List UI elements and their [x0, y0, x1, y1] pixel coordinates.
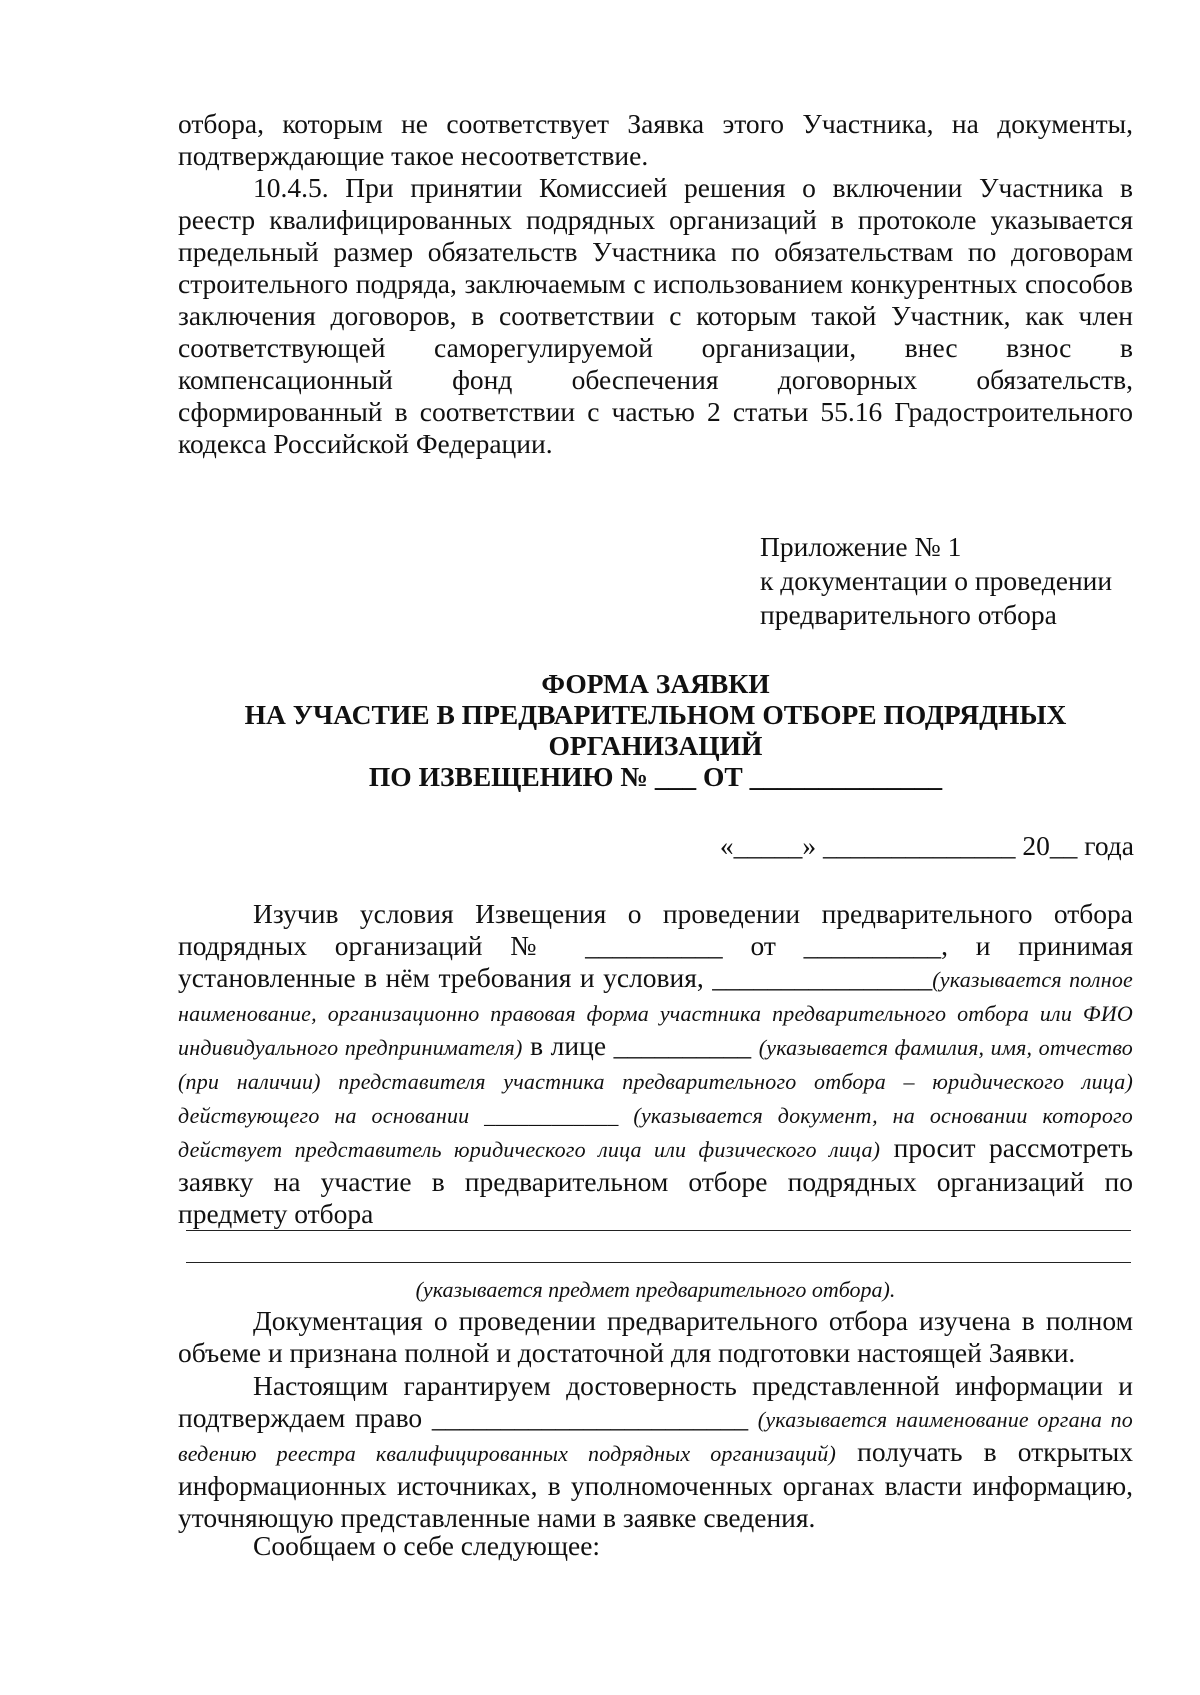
heading-line-1: ФОРМА ЗАЯВКИ: [541, 668, 770, 699]
application-statement: [178, 898, 1133, 1230]
heading-line-4: ПО ИЗВЕЩЕНИЮ № ___ ОТ ______________: [368, 761, 943, 792]
appendix-reference: [760, 530, 1112, 632]
date-line: «_____» ______________ 20__ года: [719, 830, 1134, 861]
blank-line-2: [186, 1262, 1131, 1263]
guarantee-part-2: получать в открытых информационных источниках, в уполномоченных органах власти информацию, уточняющую представленные нами в заявке сведения.: [178, 1436, 1133, 1533]
statement-note-1: (указывается полное наименование, организационно правовая форма участника предварительного отбора или ФИО индивидуального предпринимателя): [178, 967, 1133, 1060]
guarantee-part-1: Настоящим гарантируем достоверность представленной информации и подтверждаем право _______________________: [178, 1370, 1133, 1433]
guarantee-note: (указывается наименование органа по ведению реестра квалифицированных подрядных организаций): [178, 1407, 1133, 1466]
subject-caption: (указывается предмет предварительного отбора).: [415, 1277, 896, 1302]
paragraph-continuation: отбора, которым не соответствует Заявка этого Участника, на документы, подтверждающие такое несоответствие.: [178, 108, 1133, 171]
appendix-line-2: к документации о проведении: [760, 565, 1113, 596]
paragraph-guarantee: [178, 1370, 1133, 1534]
heading-line-2: НА УЧАСТИЕ В ПРЕДВАРИТЕЛЬНОМ ОТБОРЕ ПОДРЯДНЫХ: [244, 699, 1067, 730]
paragraph-about-us: Сообщаем о себе следующее:: [253, 1530, 601, 1561]
appendix-line-1: Приложение № 1: [760, 531, 962, 562]
paragraph-documentation: Документация о проведении предварительного отбора изучена в полном объеме и признана полной и достаточной для подготовки настоящей Заявки.: [178, 1305, 1133, 1368]
form-heading: [178, 668, 1133, 792]
statement-part-2: в лице __________: [522, 1030, 759, 1061]
heading-line-3: ОРГАНИЗАЦИЙ: [548, 730, 763, 761]
statement-note-2: (указывается фамилия, имя, отчество (при наличии) представителя участника предварительного отбора – юридического лица) действующего на основании ____________ (указывается документ, на основании которого действует представитель юридического лица или физического лица): [178, 1035, 1133, 1162]
blank-line-1: [186, 1230, 1131, 1231]
statement-part-3: просит рассмотреть заявку на участие в предварительном отборе подрядных организаций по предмету отбора: [178, 1132, 1133, 1229]
paragraph-10-4-5: 10.4.5. При принятии Комиссией решения о включении Участника в реестр квалифицированных подрядных организаций в протоколе указывается предельный размер обязательств Участника по обязательствам по договорам строительного подряда, заключаемым с использованием конкурентных способов заключения договоров, в соответствии с которым такой Участник, как член соответствующей саморегулируемой организации, внес взнос в компенсационный фонд обеспечения договорных обязательств, сформированный в соответствии с частью 2 статьи 55.16 Градостроительного кодекса Российской Федерации.: [178, 172, 1133, 459]
statement-part-1: Изучив условия Извещения о проведении предварительного отбора подрядных организаций № __________ от __________, и принимая установленные в нём требования и условия, ________________: [178, 898, 1133, 993]
appendix-line-3: предварительного отбора: [760, 599, 1057, 630]
